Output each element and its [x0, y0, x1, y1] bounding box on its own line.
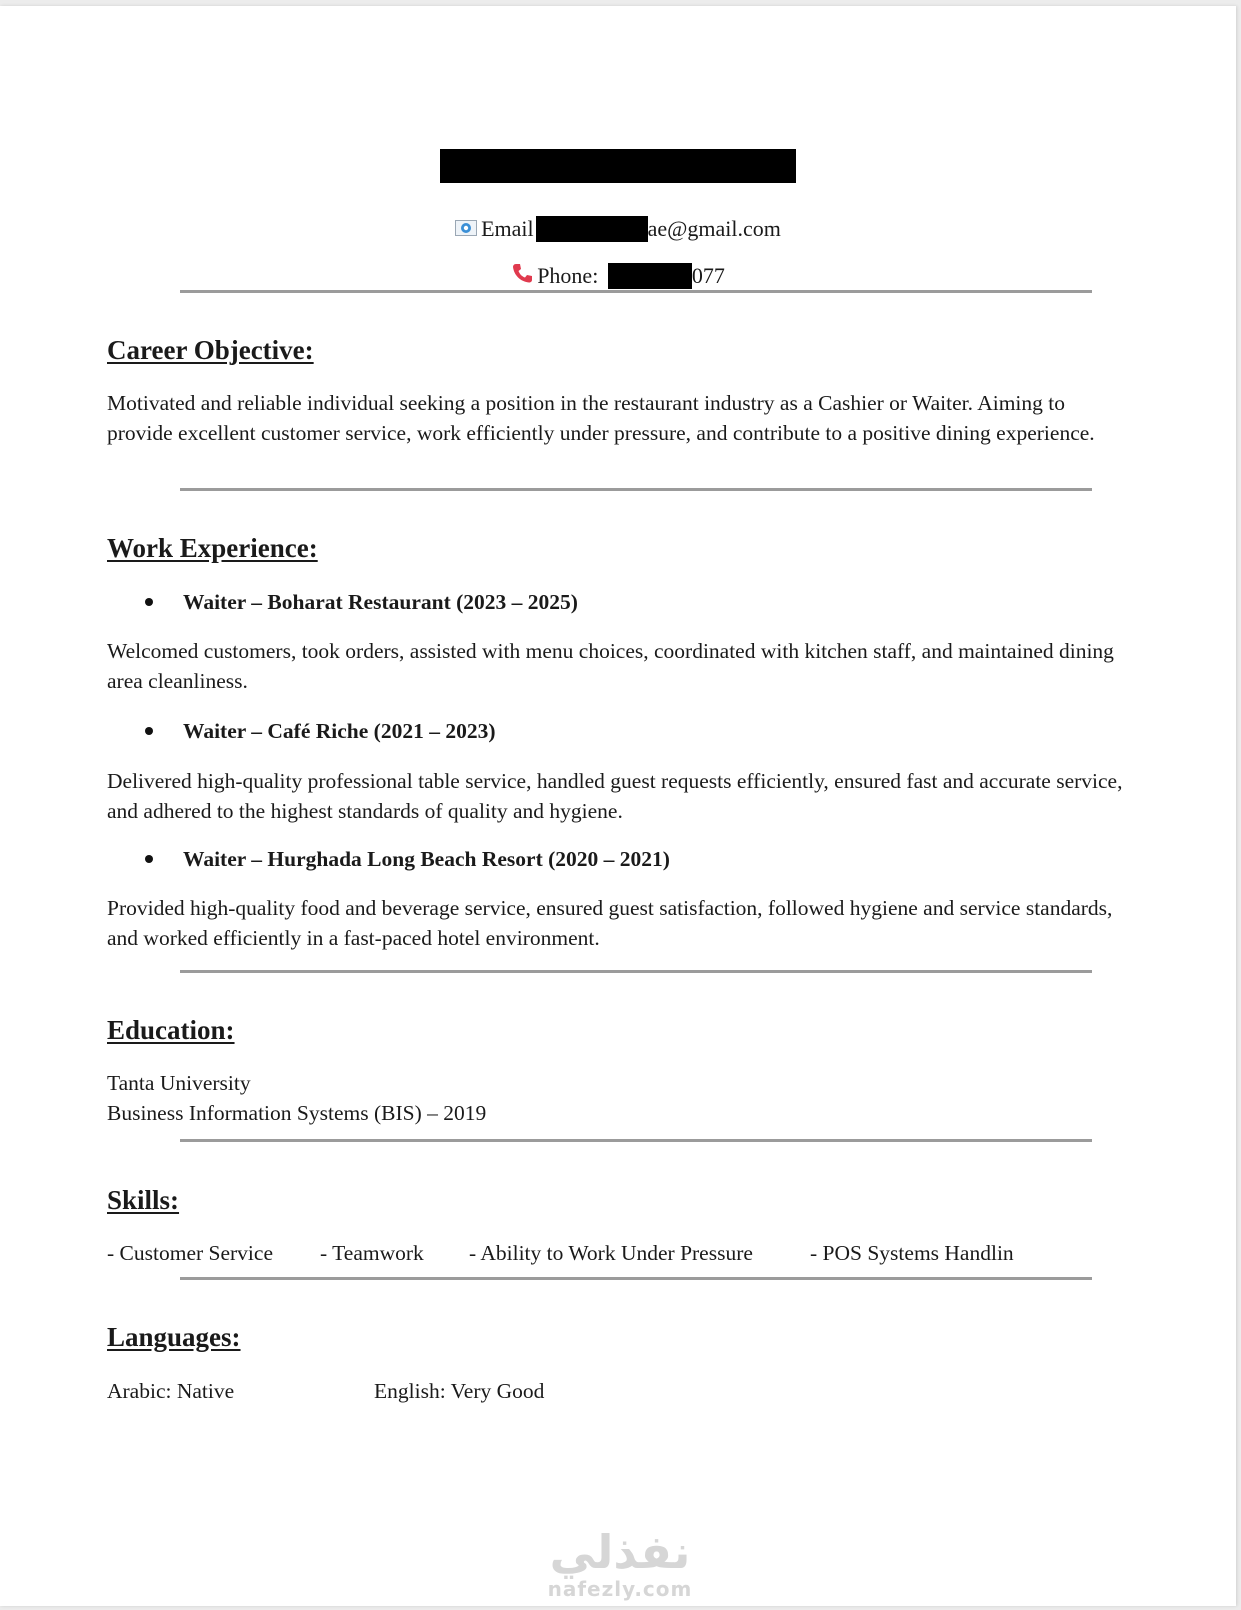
- divider: [180, 1139, 1092, 1142]
- skills-heading: Skills:: [107, 1185, 180, 1215]
- job-title: Waiter – Hurghada Long Beach Resort (2020 – 2021): [183, 847, 670, 871]
- redacted-email: [536, 216, 648, 242]
- skill-item: - Teamwork: [320, 1241, 424, 1265]
- job-description: Welcomed customers, took orders, assisted with menu choices, coordinated with kitchen staff, and maintained dining area cleanliness.: [107, 639, 1114, 693]
- job-description: Delivered high-quality professional table service, handled guest requests efficiently, ensured fast and accurate service, and adhered to the highest standards of quality and hygiene.: [107, 769, 1123, 823]
- work-experience-heading: Work Experience:: [107, 533, 318, 563]
- skill-item: - POS Systems Handlin: [810, 1241, 1014, 1265]
- watermark-latin: nafezly.com: [547, 1577, 693, 1601]
- job-heading: [140, 588, 578, 616]
- language-item: English: Very Good: [374, 1379, 545, 1403]
- watermark-arabic: نفذلي: [549, 1525, 691, 1579]
- skill-item: - Ability to Work Under Pressure: [469, 1241, 753, 1265]
- email-icon: [455, 216, 477, 242]
- phone-line: [0, 262, 1236, 290]
- phone-suffix: 077: [691, 263, 725, 288]
- education-heading: Education:: [107, 1015, 235, 1045]
- resume-page: [0, 6, 1236, 1606]
- email-suffix: ae@gmail.com: [647, 216, 781, 241]
- divider: [180, 1277, 1092, 1280]
- divider: [180, 488, 1092, 491]
- bullet-icon: [145, 855, 153, 863]
- bullet-icon: [145, 727, 153, 735]
- divider: [180, 290, 1092, 293]
- language-item: Arabic: Native: [107, 1379, 235, 1403]
- bullet-icon: [145, 598, 153, 606]
- career-objective-heading: Career Objective:: [107, 335, 314, 365]
- skill-item: - Customer Service: [107, 1241, 273, 1265]
- email-line: [0, 216, 1236, 242]
- job-heading: [140, 717, 496, 745]
- divider: [180, 970, 1092, 973]
- job-title: Waiter – Café Riche (2021 – 2023): [183, 719, 496, 743]
- phone-label: Phone:: [537, 263, 604, 288]
- phone-icon: [511, 262, 533, 290]
- languages-heading: Languages:: [107, 1322, 241, 1352]
- job-title: Waiter – Boharat Restaurant (2023 – 2025): [183, 590, 578, 614]
- education-degree: Business Information Systems (BIS) – 2019: [107, 1101, 487, 1125]
- job-heading: [140, 845, 670, 873]
- education-institution: Tanta University: [107, 1071, 251, 1095]
- job-description: Provided high-quality food and beverage service, ensured guest satisfaction, followed hygiene and service standards, and worked efficiently in a fast-paced hotel environment.: [107, 896, 1113, 950]
- career-objective-text: Motivated and reliable individual seeking a position in the restaurant industry as a Cashier or Waiter. Aiming to provide excellent customer service, work efficiently under pressure, and contribute to a positive dining experience.: [107, 391, 1095, 445]
- redacted-phone: [608, 263, 692, 289]
- redacted-name: [440, 149, 796, 183]
- watermark: [540, 1526, 700, 1600]
- email-label: Email: [481, 216, 534, 241]
